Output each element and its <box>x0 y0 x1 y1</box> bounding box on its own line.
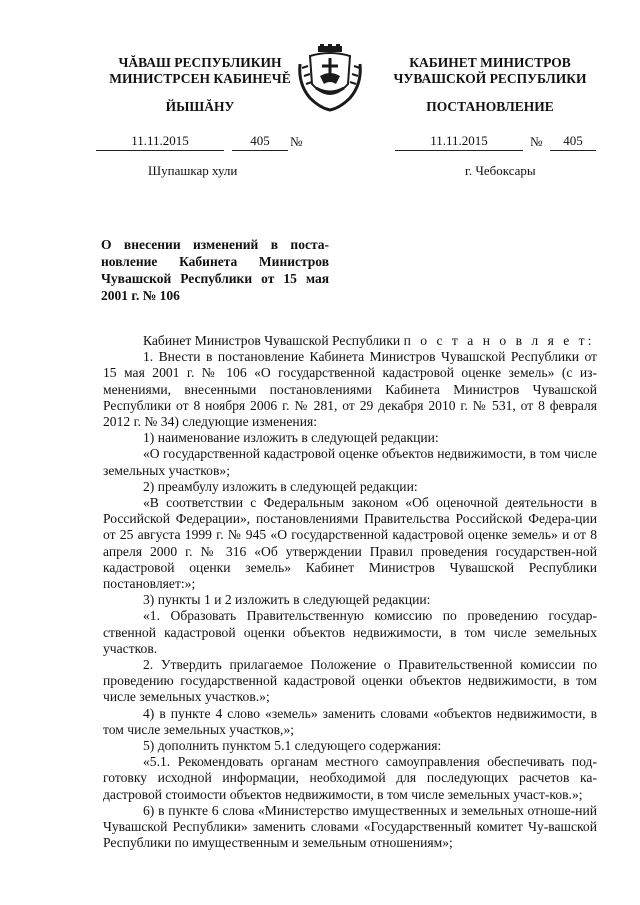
body-paragraph: 5) дополнить пунктом 5.1 следующего содержания: <box>143 738 442 754</box>
body-paragraph: 4) в пункте 4 слово «земель» заменить словами «объектов недвижимости, в том числе земельных участков,»; <box>103 705 597 737</box>
document-body <box>103 333 597 852</box>
body-intro-verb: п о с т а н о в л я е т: <box>403 333 595 348</box>
document-subject: О внесении изменений в поста-новление Кабинета Министров Чувашской Республики от 15 мая 2001 г. № 106 <box>101 237 329 303</box>
body-intro <box>103 333 597 349</box>
header-right-line1: КАБИНЕТ МИНИСТРОВ <box>409 55 571 70</box>
right-date: 11.11.2015 <box>395 134 523 151</box>
header-left-doc-type: ЙЫШĂНУ <box>165 99 235 114</box>
chuvash-republic-emblem-icon <box>296 44 364 112</box>
body-paragraph: «1. Образовать Правительственную комиссию по проведению государ-ственной кадастровой оценки объектов недвижимости, в том числе земельных участков. <box>103 608 597 656</box>
right-number-sign: № <box>530 134 543 149</box>
left-place: Шупашкар хули <box>148 163 238 178</box>
header-left <box>100 55 300 87</box>
header-left-line2: МИНИСТРСЕН КАБИНЕЧĚ <box>109 71 291 86</box>
header-right <box>380 55 600 87</box>
header-right-doc-type: ПОСТАНОВЛЕНИЕ <box>426 99 554 114</box>
body-paragraph: «5.1. Рекомендовать органам местного самоуправления обеспечивать под-готовку исходной информации, необходимой для последующих расчетов ка-дастровой стоимости объектов недвижимости, в том числе земельных участ-ков.»; <box>103 754 597 802</box>
header-right-line2: ЧУВАШСКОЙ РЕСПУБЛИКИ <box>393 71 587 86</box>
body-paragraph: 2. Утвердить прилагаемое Положение о Правительственной комиссии по проведению государственной кадастровой оценки объектов недвижимости, в том числе земельных участков.»; <box>103 657 597 705</box>
body-paragraph: 2) преамбулу изложить в следующей редакции: <box>143 478 418 494</box>
body-paragraph: 3) пункты 1 и 2 изложить в следующей редакции: <box>143 592 431 608</box>
body-intro-prefix: Кабинет Министров Чувашской Республики <box>143 333 401 348</box>
left-date: 11.11.2015 <box>96 134 224 151</box>
left-number-sign: № <box>290 134 303 149</box>
body-paragraph: «В соответствии с Федеральным законом «Об оценочной деятельности в Российской Федерации», постановлениями Правительства Российской Федера-ции от 25 августа 1999 г. № 945 «О государственной кадастровой оценке земель» и от 8 апреля 2000 г. № 316 «Об утверждении Правил проведения государствен-ной кадастровой оценки земель» Кабинет Министров Чувашской Республики постановляет:»; <box>103 495 597 592</box>
right-number: 405 <box>550 134 596 151</box>
left-number: 405 <box>232 134 288 151</box>
body-paragraph: 1. Внести в постановление Кабинета Министров Чувашской Республики от 15 мая 2001 г. № 106 «О государственной кадастровой оценке земель» (с из-менениями, внесенными постановлениями Кабинета Министров Чувашской Республики от 8 ноября 2006 г. № 281, от 29 декабря 2010 г. № 531, от 8 февраля 2012 г. № 34) следующие изменения: <box>103 349 597 430</box>
right-place: г. Чебоксары <box>465 163 536 178</box>
body-paragraph: 6) в пункте 6 слова «Министерство имущественных и земельных отноше-ний Чувашской Республики» заменить словами «Государственный комитет Чу-вашской Республики по имущественным и земельным отношениям»; <box>103 802 597 851</box>
body-paragraph: «О государственной кадастровой оценке объектов недвижимости, в том числе земельных участков»; <box>103 446 597 478</box>
body-paragraph: 1) наименование изложить в следующей редакции: <box>143 430 439 446</box>
header-left-line1: ЧĂВАШ РЕСПУБЛИКИН <box>118 55 282 70</box>
